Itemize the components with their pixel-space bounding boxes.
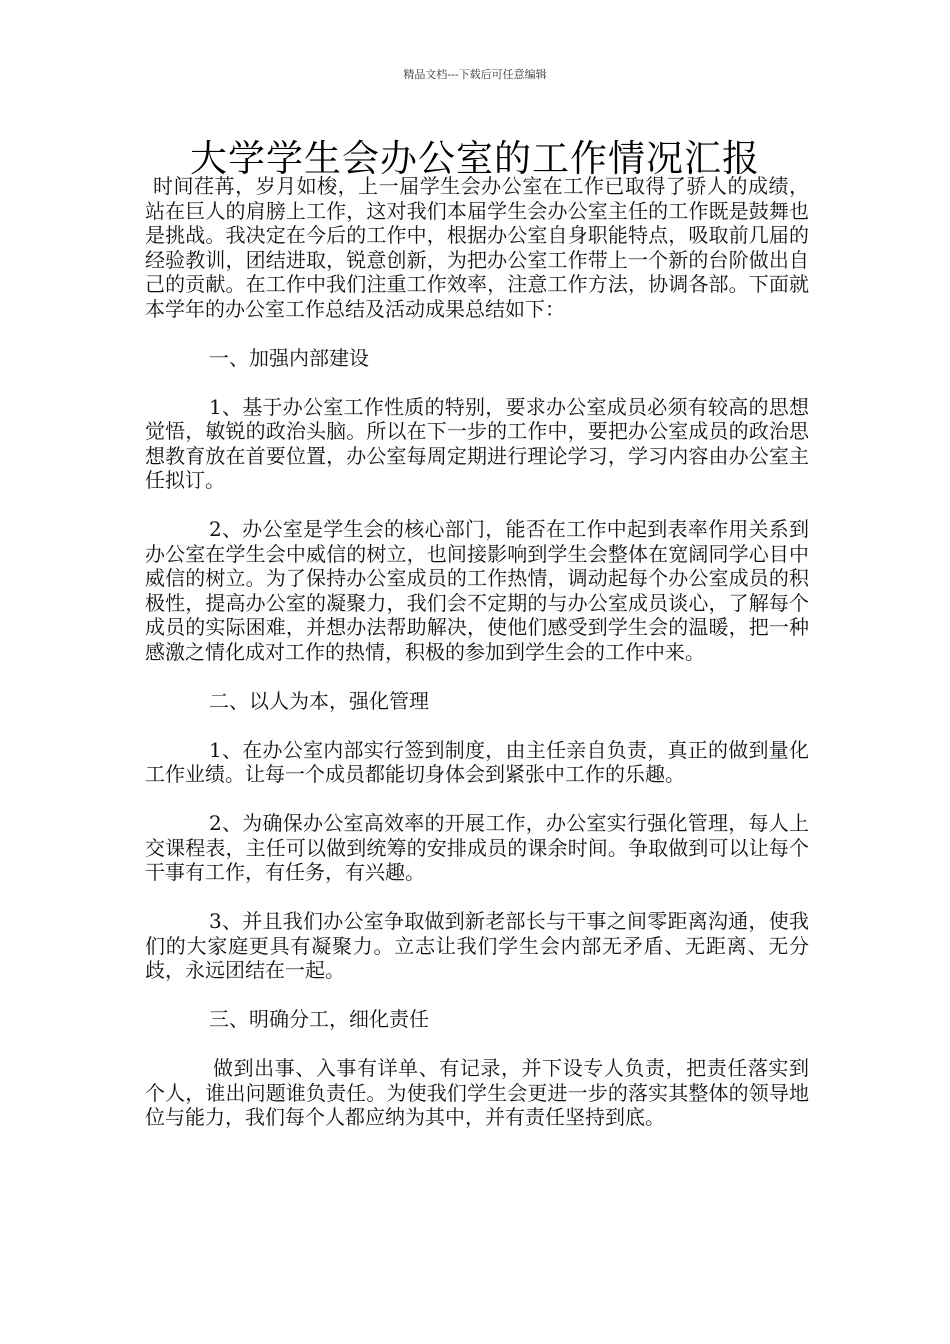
section-1-item-2: 2、办公室是学生会的核心部门，能否在工作中起到表率作用关系到办公室在学生会中威信的树立，也间接影响到学生会整体在宽阔同学心目中威信的树立。为了保持办公室成员的工作热情，调动起每个办公室成员的积极性，提高办公室的凝聚力，我们会不定期的与办公室成员谈心，了解每个成员的实际困难，并想办法帮助解决，使他们感受到学生会的温暖，把一种感激之情化成对工作的热情，积极的参加到学生会的工作中来。 [145, 517, 809, 664]
section-2-item-2: 2、为确保办公室高效率的开展工作，办公室实行强化管理，每人上交课程表，主任可以做到统筹的安排成员的课余时间。争取做到可以让每个干事有工作，有任务，有兴趣。 [145, 811, 809, 884]
header-note: 精品文档---下载后可任意编辑 [403, 68, 547, 81]
section-heading-2: 二、以人为本，强化管理 [209, 688, 429, 713]
section-1-item-1: 1、基于办公室工作性质的特别，要求办公室成员必须有较高的思想觉悟，敏锐的政治头脑。所以在下一步的工作中，要把办公室成员的政治思想教育放在首要位置，办公室每周定期进行理论学习，学习内容由办公室主任拟订。 [145, 394, 809, 492]
section-2-item-3: 3、并且我们办公室争取做到新老部长与干事之间零距离沟通，使我们的大家庭更具有凝聚力。立志让我们学生会内部无矛盾、无距离、无分歧，永远团结在一起。 [145, 909, 809, 982]
document-body [145, 174, 809, 1130]
section-heading-3: 三、明确分工，细化责任 [209, 1007, 429, 1031]
section-2-item-1: 1、在办公室内部实行签到制度，由主任亲自负责，真正的做到量化工作业绩。让每一个成员都能切身体会到紧张中工作的乐趣。 [145, 737, 809, 786]
intro-paragraph: 时间荏苒，岁月如梭，上一届学生会办公室在工作已取得了骄人的成绩，站在巨人的肩膀上工作，这对我们本届学生会办公室主任的工作既是鼓舞也是挑战。我决定在今后的工作中，根据办公室自身职能特点，吸取前几届的经验教训，团结进取，锐意创新，为把办公室工作带上一个新的台阶做出自己的贡献。在工作中我们注重工作效率，注意工作方法，协调各部。下面就本学年的办公室工作总结及活动成果总结如下： [145, 174, 809, 321]
section-heading-1: 一、加强内部建设 [209, 345, 369, 370]
document-title: 大学学生会办公室的工作情况汇报 [190, 137, 760, 180]
section-3-paragraph: 做到出事、入事有详单、有记录，并下设专人负责，把责任落实到个人，谁出问题谁负责任。为使我们学生会更进一步的落实其整体的领导地位与能力，我们每个人都应纳为其中，并有责任坚持到底。 [145, 1056, 809, 1129]
